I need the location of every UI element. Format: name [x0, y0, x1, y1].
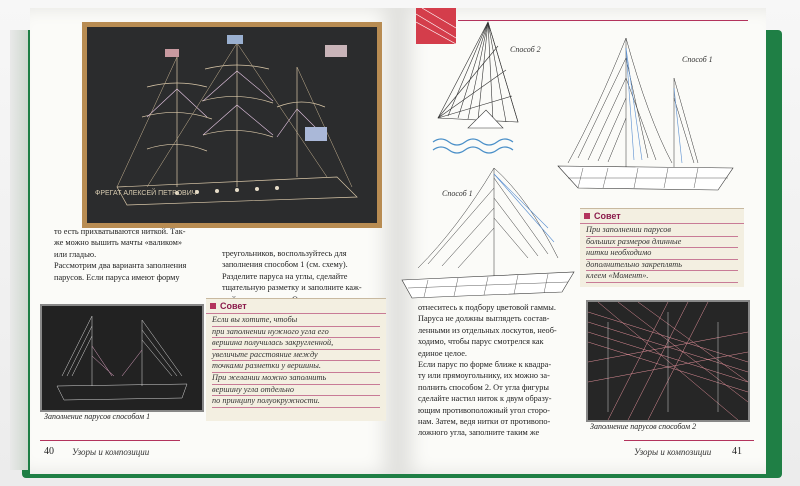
- text-line: треугольников, воспользуйтесь для: [222, 249, 347, 258]
- label-method2: Способ 2: [510, 45, 541, 54]
- text-line: сделайте настил ниток к двум образу-: [418, 394, 552, 404]
- footer-rule: [624, 440, 754, 441]
- method1-photo: [40, 304, 204, 412]
- tip-line: увеличьте расстояние между: [212, 350, 380, 362]
- tip-line: вершина получилась закругленной,: [212, 338, 380, 350]
- left-column-1: [54, 226, 210, 283]
- square-bullet-icon: [210, 303, 216, 309]
- tip-box-left: [206, 298, 386, 421]
- page-number-left: 40: [44, 446, 54, 457]
- text-line: тщательную разметку и заполните каж-: [222, 283, 362, 293]
- tip-box-right: [580, 208, 744, 287]
- method2-photo: [586, 300, 750, 422]
- ship-photo: [82, 22, 382, 228]
- text-line: полнить способом 2. От угла фигуры: [418, 382, 549, 392]
- square-bullet-icon: [584, 213, 590, 219]
- text-line: парусов. Если паруса имеют форму: [54, 272, 180, 282]
- tip-text: [206, 314, 386, 409]
- running-title-right: Узоры и композиции: [634, 447, 712, 457]
- text-line: Если парус по форме ближе к квадра-: [418, 360, 552, 370]
- page-number-right: 41: [732, 446, 742, 457]
- text-line: Паруса не должны выглядеть состав-: [418, 314, 550, 324]
- tip-header: [206, 299, 386, 314]
- tip-line: клеем «Момент».: [586, 271, 738, 283]
- tip-text: [580, 224, 744, 284]
- label-method1-top: Способ 1: [682, 55, 713, 64]
- tip-line: вершину угла отдельно: [212, 385, 380, 397]
- text-line: единое целое.: [418, 348, 467, 358]
- text-line: отнеситесь к подбору цветовой гаммы.: [418, 303, 556, 312]
- page-edges: [10, 30, 28, 470]
- string-art-frigate: [87, 27, 377, 223]
- tip-line: При заполнении парусов: [586, 225, 738, 237]
- right-page: [398, 8, 766, 474]
- tip-line: больших размеров длинные: [586, 237, 738, 249]
- tip-title: Совет: [594, 211, 621, 221]
- tip-line: точками разметки у вершины.: [212, 361, 380, 373]
- caption-method1: Заполнение парусов способом 1: [44, 412, 151, 421]
- label-method1-bottom: Способ 1: [442, 189, 473, 198]
- tip-line: дополнительно закреплять: [586, 260, 738, 272]
- text-line: ющим противоположный угол сторо-: [418, 405, 550, 415]
- left-column-2: [222, 248, 382, 305]
- text-line: ту или прямоугольнику, их можно за-: [418, 371, 550, 381]
- text-line: Разделите паруса на углы, сделайте: [222, 271, 348, 281]
- text-line: то есть прихватываются ниткой. Так-: [54, 227, 186, 236]
- tip-line: по принципу полуокружности.: [212, 396, 380, 408]
- caption-method2: Заполнение парусов способом 2: [590, 422, 697, 431]
- text-line: заполнения способом 1 (см. схему).: [222, 260, 348, 270]
- text-line: нам. Затем, ведя нитки от противопо-: [418, 417, 551, 427]
- tip-header: [580, 209, 744, 224]
- text-line: ленными из отдельных лоскутов, необ-: [418, 325, 557, 335]
- text-line: ложного угла, заполните таким же: [418, 428, 540, 438]
- left-page: [30, 8, 398, 474]
- text-line: Рассмотрим два варианта заполнения: [54, 261, 187, 271]
- tip-line: При желании можно заполнить: [212, 373, 380, 385]
- footer-rule: [40, 440, 180, 441]
- tip-line: Если вы хотите, чтобы: [212, 315, 380, 327]
- text-line: ходимо, чтобы парус смотрелся как: [418, 337, 544, 347]
- tip-line: нитки необходимо: [586, 248, 738, 260]
- running-title-left: Узоры и композиции: [72, 447, 150, 457]
- right-column-text: [418, 302, 580, 439]
- text-line: или гладью.: [54, 249, 97, 259]
- tip-title: Совет: [220, 301, 247, 311]
- tip-line: при заполнении нужного угла его: [212, 327, 380, 339]
- text-line: же можно вышить мачты «валиком»: [54, 238, 183, 248]
- photo-signature: ФРЕГАТ АЛЕКСЕЙ ПЕТРОВИЧ: [95, 190, 197, 197]
